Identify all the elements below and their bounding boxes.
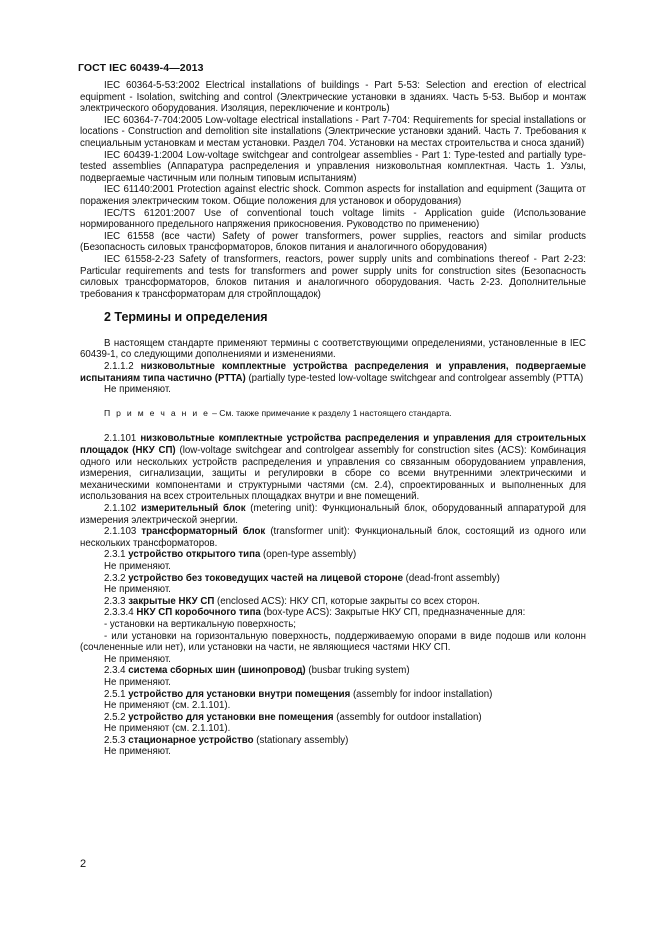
term-2-5-3: 2.5.3 стационарное устройство (stationary assembly) [104, 734, 349, 746]
reference-item: IEC 60364-7-704:2005 Low-voltage electrical installations - Part 7-704: Requirements for special installations or locations - Construction and demolition site installations (Электрические установки зданий. Часть 7. Требования к специальным установкам и местам установки. Раздел 704. Установки на местах строительства и сноса зданий) [80, 114, 586, 149]
not-applicable-text: Не применяют. [104, 384, 171, 396]
document-body [80, 80, 586, 758]
term-2-5-2: 2.5.2 устройство для установки вне помещения (assembly for outdoor installation) [104, 711, 482, 723]
term-2-3-3: 2.3.3 закрытые НКУ СП (enclosed ACS): НКУ СП, которые закрыты со всех сторон. [104, 595, 480, 607]
term-2-1-103: 2.1.103 трансформаторный блок (transformer unit): Функциональный блок, состоящий из одного или нескольких трансформаторов. [80, 526, 586, 549]
not-applicable-text: Не применяют. [104, 746, 171, 758]
not-applicable-text: Не применяют. [104, 560, 171, 572]
section-heading: 2 Термины и определения [104, 310, 268, 325]
not-applicable-text: Не применяют (см. 2.1.101). [104, 723, 231, 735]
reference-item: IEC 60364-5-53:2002 Electrical installations of buildings - Part 5-53: Selection and erection of electrical equipment - Isolation, switching and control (Электрические установки в зданиях. Часть 5-53. Выбор и монтаж электрического оборудования. Изоляция, переключение и контроль) [80, 80, 586, 115]
term-2-1-101: 2.1.101 низковольтные комплектные устройства распределения и управления для строительных площадок (НКУ СП) (low-voltage switchgear and controlgear assembly for construction sites (ACS): Комбинация одного или нескольких устройств распределения и управления со связанным оборудованием управления, измерения, сигнализации, защиты и регулировки в сборе со всеми внутренними электрическими и механическими компонентами и структурными частями (см. 2.4), спроектированных и выполненных для использования на всех строительных площадках внутри и вне помещений. [80, 433, 586, 503]
term-2-1-1-2: 2.1.1.2 низковольтные комплектные устройства распределения и управления, подвергаемые испытаниям типа частично (PTTA) (partially type-tested low-voltage switchgear and controlgear assembly (PTTA) [80, 361, 586, 384]
not-applicable-text: Не применяют. [104, 676, 171, 688]
not-applicable-text: Не применяют. [104, 653, 171, 665]
reference-item: IEC 61558 (все части) Safety of power transformers, power supplies, reactors and similar products (Безопасность силовых трансформаторов, блоков питания и аналогичного оборудования) [80, 230, 586, 254]
reference-item: IEC/TS 61201:2007 Use of conventional touch voltage limits - Application guide (Использование нормированного предельного напряжения прикосновения. Руководство по применению) [80, 207, 586, 231]
list-item: - или установки на горизонтальную поверхность, поддерживаемую опорами в виде подошв или колонн (сочлененные или нет), или установки на части, не являющиеся частями НКУ СП. [80, 630, 586, 654]
term-2-3-1: 2.3.1 устройство открытого типа (open-type assembly) [104, 549, 357, 561]
term-2-5-1: 2.5.1 устройство для установки внутри помещения (assembly for indoor installation) [104, 688, 493, 700]
intro-paragraph: В настоящем стандарте применяют термины с соответствующими определениями, установленные в IEC 60439-1, со следующими дополнениями и изменениями. [80, 337, 586, 361]
note-paragraph: П р и м е ч а н и е – См. также примечание к разделу 1 настоящего стандарта. [104, 407, 452, 418]
term-2-1-102: 2.1.102 измерительный блок (metering unit): Функциональный блок, оборудованный аппаратурой для измерения электрической энергии. [80, 503, 586, 526]
not-applicable-text: Не применяют (см. 2.1.101). [104, 700, 231, 712]
reference-item: IEC 61140:2001 Protection against electric shock. Common aspects for installation and equipment (Защита от поражения электрическим током. Общие положения для установок и оборудования) [80, 184, 586, 207]
page-number: 2 [80, 858, 87, 870]
term-2-3-3-4: 2.3.3.4 НКУ СП коробочного типа (box-type ACS): Закрытые НКУ СП, предназначенные для: [104, 607, 526, 619]
reference-item: IEC 60439-1:2004 Low-voltage switchgear and controlgear assemblies - Part 1: Type-tested and partially type-tested assemblies (Аппаратура распределения и управления низковольтная комплектная. Часть 1. Узлы, подвергаемые частичным или полным типовым испытаниям) [80, 149, 586, 184]
note-label: П р и м е ч а н и е [104, 407, 210, 418]
reference-item: IEC 61558-2-23 Safety of transformers, reactors, power supply units and combinations thereof - Part 2-23: Particular requirements and tests for transformers and power supply units for construction sites (Безопасность силовых трансформаторов, блоков питания и аналогичного оборудования. Часть 2-23. Дополнительные требования к трансформаторам для стройплощадок) [80, 253, 586, 300]
document-code-header: ГОСТ IEC 60439-4—2013 [78, 62, 204, 74]
list-item: - установки на вертикальную поверхность; [104, 618, 296, 630]
not-applicable-text: Не применяют. [104, 584, 171, 596]
term-2-3-2: 2.3.2 устройство без токоведущих частей на лицевой стороне (dead-front assembly) [104, 572, 500, 584]
term-2-3-4: 2.3.4 система сборных шин (шинопровод) (busbar truking system) [104, 665, 410, 677]
